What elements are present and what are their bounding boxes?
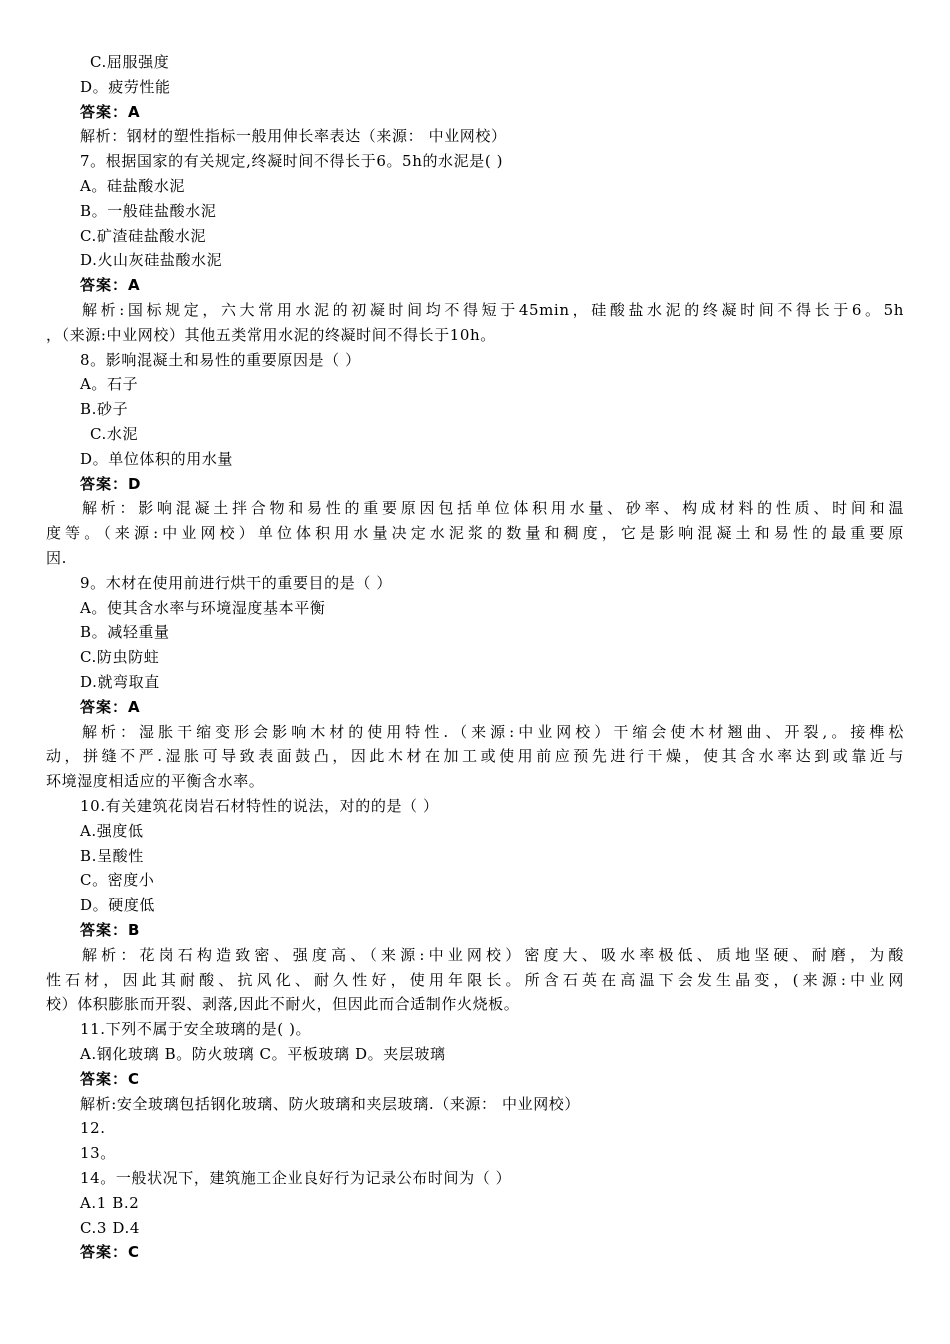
- text-line: B。减轻重量: [80, 623, 170, 642]
- text-line: 因.: [46, 549, 67, 567]
- text-line: 解析：影响混凝土拌合物和易性的重要原因包括单位体积用水量、砂率、构成材料的性质、时间和温: [82, 499, 904, 518]
- text-line: 解析:国标规定，六大常用水泥的初凝时间均不得短于45min，硅酸盐水泥的终凝时间不得长于6。5h: [82, 301, 904, 319]
- text-line: D。单位体积的用水量: [80, 449, 234, 468]
- text-line: C.3 D.4: [80, 1218, 141, 1237]
- text-line: B。一般硅盐酸水泥: [80, 201, 217, 220]
- text-line: C.矿渣硅盐酸水泥: [80, 226, 207, 245]
- text-line: 环境湿度相适应的平衡含水率。: [46, 772, 265, 791]
- text-line: B.砂子: [80, 400, 129, 419]
- text-line: 13。: [80, 1144, 116, 1163]
- text-line: D。疲劳性能: [80, 77, 171, 96]
- text-line: 10.有关建筑花岗岩石材特性的说法，对的的是（ ）: [80, 797, 439, 815]
- text-line: A.强度低: [80, 821, 144, 840]
- answer-line: 答案：D: [80, 474, 142, 493]
- text-line: 动，拼缝不严.湿胀可导致表面鼓凸，因此木材在加工或使用前应预先进行干燥，使其含水率达到或靠近与: [46, 747, 904, 766]
- text-line: 7。根据国家的有关规定,终凝时间不得长于6。5h的水泥是( ): [80, 152, 504, 171]
- answer-line: 答案：B: [80, 921, 141, 939]
- text-line: B.呈酸性: [80, 846, 144, 865]
- text-line: C.防虫防蛀: [80, 648, 160, 667]
- text-line: D。硬度低: [80, 896, 156, 915]
- text-line: A.1 B.2: [80, 1193, 140, 1212]
- text-line: A。使其含水率与环境湿度基本平衡: [80, 598, 326, 617]
- text-line: 9。木材在使用前进行烘干的重要目的是（ ）: [80, 573, 392, 592]
- text-line: D.火山灰硅盐酸水泥: [80, 251, 223, 270]
- text-line: 性石材，因此其耐酸、抗风化、耐久性好，使用年限长。所含石英在高温下会发生晶变，(来源:中业网: [46, 970, 904, 989]
- text-line: A。石子: [80, 375, 139, 394]
- text-line: 14。一般状况下，建筑施工企业良好行为记录公布时间为（ ）: [80, 1169, 512, 1187]
- text-line: 解析:安全玻璃包括钢化玻璃、防火玻璃和夹层玻璃.（来源： 中业网校）: [80, 1094, 580, 1113]
- answer-line: 答案：A: [80, 102, 141, 121]
- text-line: 校）体积膨胀而开裂、剥落,因此不耐火，但因此而合适制作火烧板。: [46, 995, 520, 1014]
- text-line: A.钢化玻璃 B。防火玻璃 C。平板玻璃 D。夹层玻璃: [80, 1045, 446, 1063]
- text-line: 解析：湿胀干缩变形会影响木材的使用特性.（来源:中业网校）干缩会使木材翘曲、开裂,。接榫松: [82, 722, 904, 741]
- answer-line: 答案：A: [80, 276, 141, 295]
- text-line: C.屈服强度: [90, 53, 170, 71]
- answer-line: 答案：A: [80, 697, 141, 716]
- text-line: C.水泥: [90, 425, 139, 443]
- text-line: 度等。（来源:中业网校）单位体积用水量决定水泥浆的数量和稠度，它是影响混凝土和易性的最重要原: [46, 524, 904, 543]
- text-line: ，（来源:中业网校）其他五类常用水泥的终凝时间不得长于10h。: [46, 325, 496, 344]
- text-line: 12.: [80, 1119, 106, 1138]
- text-line: 解析：花岗石构造致密、强度高、（来源:中业网校）密度大、吸水率极低、质地坚硬、耐磨，为酸: [82, 945, 904, 964]
- text-line: 11.下列不属于安全玻璃的是( )。: [80, 1020, 312, 1039]
- answer-line: 答案：C: [80, 1069, 141, 1088]
- text-line: D.就弯取直: [80, 673, 160, 691]
- text-line: 解析：钢材的塑性指标一般用伸长率表达（来源： 中业网校）: [80, 127, 507, 146]
- text-line: C。密度小: [80, 871, 155, 890]
- text-line: 8。影响混凝土和易性的重要原因是（ ）: [80, 350, 361, 369]
- text-line: A。硅盐酸水泥: [80, 177, 186, 195]
- answer-line: 答案：C: [80, 1243, 141, 1262]
